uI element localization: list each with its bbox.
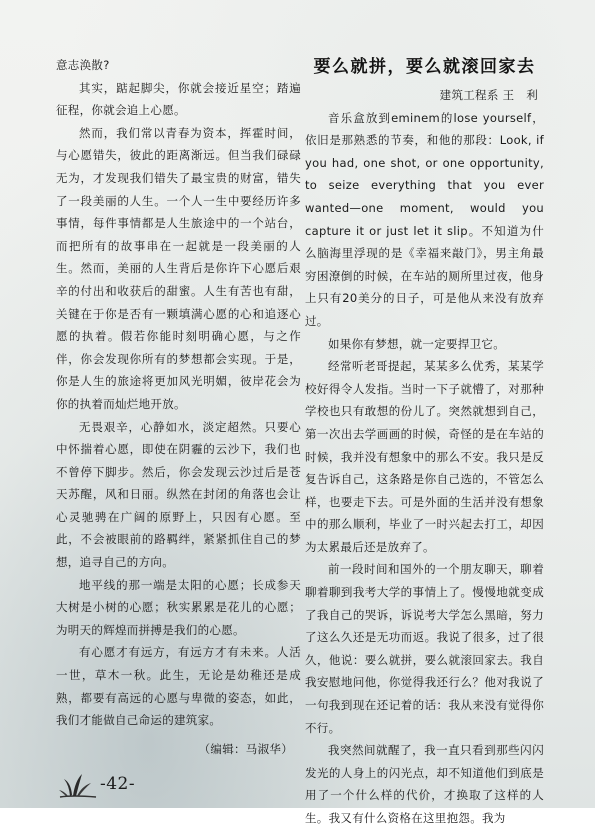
paragraph: 有心愿才有远方，有远方才有未来。人活一世，草木一秋。此生，无论是幼稚还是成熟，都要有高远的心愿与卑微的姿态，如此，我们才能做自己命运的建筑家。 <box>56 645 301 728</box>
paragraph: 无畏艰辛，心静如水，淡定超然。只要心中怀揣着心愿，即使在阴霾的云沙下，我们也不曾停下脚步。然后，你会发现云沙过后是苍天苏醒，风和日丽。纵然在封闭的角落也会让心灵驰骋在广阔的原野上，只因有心愿。至此，不会被眼前的路羁绊，紧紧抓住自己的梦想，追寻自己的方向。 <box>56 419 301 570</box>
page-footer <box>58 766 135 802</box>
left-article-column <box>56 54 301 760</box>
paragraph: 我突然间就醒了，我一直只看到那些闪闪发光的人身上的闪光点，却不知道他们到底是用了一个什么样的代价，才换取了这样的人生。我又有什么资格在这里抱怨。我为 <box>305 743 544 825</box>
paragraph: 音乐盒放到eminem的lose yourself，依旧是那熟悉的节奏，和他的那段：Look, if you had, one shot, or one opportunity, to seize everything that you ever wanted—one moment, would you capture it or just let it slip。不知道为什么脑海里浮现的是《幸福来敲门》，男主角最穷困潦倒的时候，在车站的厕所里过夜，他身上只有20美分的日子，可是他从来没有放弃过。 <box>305 110 544 328</box>
paragraph: 经常听老哥提起，某某多么优秀，某某学校好得令人发指。当时一下子就懵了，对那种学校也只有敢想的份儿了。突然就想到自己，第一次出去学画画的时候，奇怪的是在车站的时候，我并没有想象中的那么不安。我只是反复告诉自己，这条路是你自己选的，不管怎么样，也要走下去。可是外面的生活并没有想象中的那么顺利，毕业了一时兴起去打工，却因为太累最后还是放弃了。 <box>305 359 544 554</box>
editor-credit: （编辑：马淑华） <box>198 741 293 756</box>
page-number: -42- <box>100 774 136 794</box>
right-article-column <box>305 56 544 830</box>
paragraph: 然而，我们常以青春为资本，挥霍时间，与心愿错失，彼此的距离渐远。但当我们碌碌无为，才发现我们错失了最宝贵的财富，错失了一段美丽的人生。一个人一生中要经历许多事情，每件事情都是人生旅途中的一个站台，而把所有的故事串在一起就是一段美丽的人生。然而，美丽的人生背后是你许下心愿后艰辛的付出和收获后的甜蜜。人生有苦也有甜，关键在于你是否有一颗填满心愿的心和追逐心愿的执着。假若你能时刻明确心愿，与之作伴，你会发现你所有的梦想都会实现。于是，你是人生的旅途将更加风光明媚，彼岸花会为你的执着而灿烂地开放。 <box>56 125 301 411</box>
paragraph: 地平线的那一端是太阳的心愿；长成参天大树是小树的心愿；秋实累累是花儿的心愿；为明天的辉煌而拼搏是我们的心愿。 <box>56 577 301 637</box>
paragraph: 前一段时间和国外的一个朋友聊天，聊着聊着聊到我考大学的事情上了。慢慢地就变成了我自己的哭诉，诉说考大学怎么黑暗，努力了这么久还是无功而返。我说了很多，过了很久，他说：要么就拼，要么就滚回家去。我自我安慰地问他，你觉得我还行么？他对我说了一句我到现在还记着的话：我从来没有觉得你不行。 <box>305 562 544 735</box>
plant-sprout-ornament-icon <box>58 769 98 799</box>
paragraph: 如果你有梦想，就一定要捍卫它。 <box>328 336 505 351</box>
article-byline: 建筑工程系 王 利 <box>439 88 538 102</box>
paragraph: 其实，踮起脚尖，你就会接近星空；踏遍征程，你就会追上心愿。 <box>56 80 301 118</box>
article-title: 要么就拼，要么就滚回家去 <box>313 57 536 77</box>
paragraph: 意志涣散? <box>56 58 110 72</box>
